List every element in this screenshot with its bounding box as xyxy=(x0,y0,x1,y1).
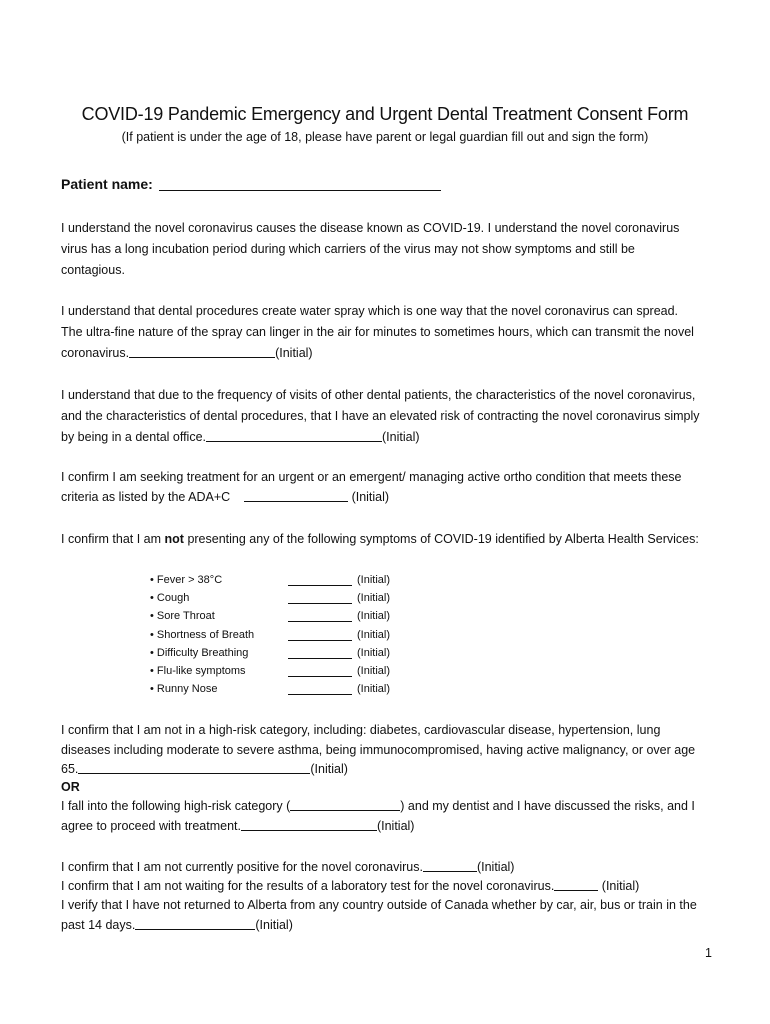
patient-name-line[interactable] xyxy=(159,176,441,191)
initial-label: (Initial) xyxy=(357,610,391,623)
symptom-initial-line[interactable] xyxy=(288,665,352,677)
initial-line-spray[interactable] xyxy=(129,345,275,358)
or-separator: OR xyxy=(61,780,80,794)
paragraph-no-travel-text: I verify that I have not returned to Alberta from any country outside of Canada whether by car, air, bus or train in the past 14 days. xyxy=(61,898,697,932)
paragraph-water-spray-text: I understand that dental procedures create water spray which is one way that the novel coronavirus can spread. The ultra-fine nature of the spray can linger in the air for minutes to sometimes hours, which can transmit the novel coronavirus. xyxy=(61,304,694,360)
paragraph-elevated-risk xyxy=(61,385,701,447)
symptom-label: • Flu-like symptoms xyxy=(150,664,246,677)
symptom-row xyxy=(150,627,410,645)
paragraph-urgent-treatment xyxy=(61,468,701,507)
symptom-list xyxy=(150,572,410,699)
symptom-initial-line[interactable] xyxy=(288,683,352,695)
initial-label: (Initial) xyxy=(601,879,640,893)
symptom-row xyxy=(150,608,410,626)
symptom-label: • Difficulty Breathing xyxy=(150,646,249,659)
paragraph-incubation-text: I understand the novel coronavirus causes the disease known as COVID-19. I understand the novel coronavirus virus has a long incubation period during which carriers of the virus may not show symptoms and still be contagious. xyxy=(61,221,680,277)
initial-label: (Initial) xyxy=(357,574,391,586)
page-number: 1 xyxy=(705,946,712,960)
symptom-label: • Cough xyxy=(150,592,190,605)
initial-label: (Initial) xyxy=(357,664,391,677)
initial-line-not-high-risk[interactable] xyxy=(78,761,310,774)
initial-label: (Initial) xyxy=(476,860,515,874)
symptom-row xyxy=(150,590,410,608)
initial-line-not-positive[interactable] xyxy=(423,859,477,872)
symptom-initial-line[interactable] xyxy=(288,629,352,641)
symptom-initial-line[interactable] xyxy=(288,647,352,659)
initial-label: (Initial) xyxy=(255,917,293,932)
symptom-row xyxy=(150,681,410,699)
paragraph-high-risk-text: I fall into the following high-risk category ( xyxy=(61,799,291,813)
initial-label: (Initial) xyxy=(275,345,313,360)
paragraph-not-high-risk-text: I confirm that I am not in a high-risk category, including: diabetes, cardiovascular disease, hypertension, lung diseases including moderate to severe asthma, being immunocompromised, having active malignancy, or over age 65. xyxy=(61,723,696,776)
paragraph-high-risk xyxy=(61,797,701,836)
paragraph-no-symptoms-text: I confirm that I am xyxy=(61,532,162,546)
paragraph-elevated-risk-text: I understand that due to the frequency of visits of other dental patients, the characteristics of the novel coronavirus, and the characteristics of dental procedures, that I have an elevated risk of contracting the novel coronavirus simply by being in a dental office. xyxy=(61,388,700,444)
form-subtitle: (If patient is under the age of 18, please have parent or legal guardian fill out and sign the form) xyxy=(121,130,649,144)
not-emphasis: not xyxy=(164,532,184,546)
paragraph-water-spray xyxy=(61,301,701,363)
initial-line-travel[interactable] xyxy=(135,917,255,930)
initial-line-urgent[interactable] xyxy=(244,489,348,502)
symptom-label: • Fever > 38°C xyxy=(150,574,223,586)
paragraph-not-high-risk xyxy=(61,721,701,780)
symptom-label: • Shortness of Breath xyxy=(150,628,255,641)
symptom-initial-line[interactable] xyxy=(288,574,352,586)
patient-name-label: Patient name: xyxy=(61,176,153,192)
form-title: COVID-19 Pandemic Emergency and Urgent Dental Treatment Consent Form xyxy=(81,104,689,124)
initial-label: (Initial) xyxy=(310,762,348,776)
paragraph-no-pending-test xyxy=(61,877,701,897)
symptom-label: • Runny Nose xyxy=(150,683,218,696)
symptom-row xyxy=(150,663,410,681)
high-risk-category-line[interactable] xyxy=(290,798,400,811)
paragraph-not-positive-text: I confirm that I am not currently positive for the novel coronavirus. xyxy=(61,860,423,874)
symptom-initial-line[interactable] xyxy=(288,592,352,604)
paragraph-not-positive xyxy=(61,858,701,878)
initial-label: (Initial) xyxy=(376,818,415,833)
paragraph-no-pending-test-text: I confirm that I am not waiting for the results of a laboratory test for the novel coronavirus. xyxy=(61,879,555,893)
initial-label: (Initial) xyxy=(357,683,391,696)
paragraph-no-symptoms xyxy=(61,530,701,550)
patient-name-field[interactable] xyxy=(61,176,441,192)
initial-line-high-risk[interactable] xyxy=(241,818,377,831)
initial-line-risk[interactable] xyxy=(206,429,382,442)
symptom-row xyxy=(150,645,410,663)
paragraph-high-risk-text: ) and my dentist and I have discussed the risks, and I agree to proceed with treatment. xyxy=(61,799,695,833)
paragraph-no-travel xyxy=(61,896,701,935)
symptom-label: • Sore Throat xyxy=(150,610,215,623)
initial-label: (Initial) xyxy=(357,628,391,641)
initial-label: (Initial) xyxy=(357,646,391,659)
symptom-initial-line[interactable] xyxy=(288,610,352,622)
paragraph-urgent-treatment-text: I confirm I am seeking treatment for an urgent or an emergent/ managing active ortho condition that meets these criteria as listed by the ADA+C xyxy=(61,470,682,504)
symptom-row xyxy=(150,572,410,590)
initial-label: (Initial) xyxy=(382,429,420,444)
paragraph-incubation xyxy=(61,218,701,280)
initial-label: (Initial) xyxy=(351,489,390,504)
initial-line-pending-test[interactable] xyxy=(554,878,598,891)
initial-label: (Initial) xyxy=(357,592,391,605)
paragraph-no-symptoms-text: presenting any of the following symptoms of COVID-19 identified by Alberta Health Services: xyxy=(187,532,699,546)
